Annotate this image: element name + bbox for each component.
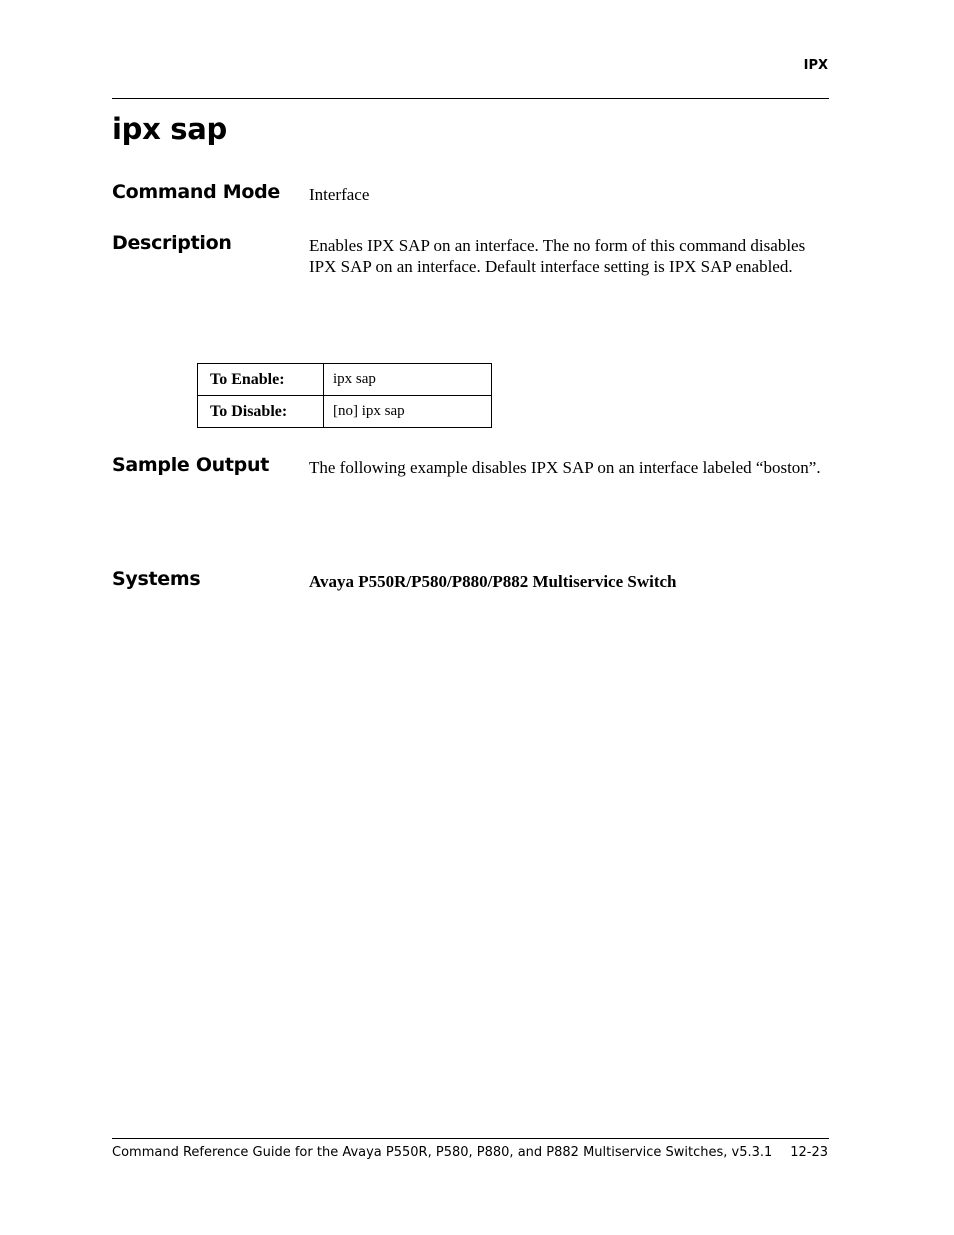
footer-rule <box>112 1138 829 1139</box>
running-header: IPX <box>803 58 828 73</box>
sample-output-body: The following example disables IPX SAP on an interface labeled “boston”. <box>309 458 821 477</box>
enable-label: To Enable: <box>198 364 324 396</box>
table-row-enable <box>198 364 492 396</box>
systems-heading: Systems <box>112 568 201 590</box>
table-row-disable <box>198 396 492 428</box>
enable-command: ipx sap <box>324 364 492 396</box>
description-heading: Description <box>112 232 232 254</box>
sample-output-heading: Sample Output <box>112 454 269 476</box>
command-mode-heading: Command Mode <box>112 181 281 203</box>
command-syntax-table <box>197 363 492 428</box>
disable-label: To Disable: <box>198 396 324 428</box>
command-mode-body: Interface <box>309 185 370 204</box>
description-body: Enables IPX SAP on an interface. The no form of this command disables IPX SAP on an interface. Default interface setting is IPX SAP enabled. <box>309 236 806 276</box>
disable-command: [no] ipx sap <box>324 396 492 428</box>
footer-guide-title: Command Reference Guide for the Avaya P550R, P580, P880, and P882 Multiservice Switches, v5.3.1 <box>112 1145 773 1160</box>
footer-page-number: 12-23 <box>790 1145 828 1160</box>
systems-body: Avaya P550R/P580/P880/P882 Multiservice Switch <box>309 572 677 591</box>
page-title: ipx sap <box>112 112 227 146</box>
header-rule <box>112 98 829 99</box>
